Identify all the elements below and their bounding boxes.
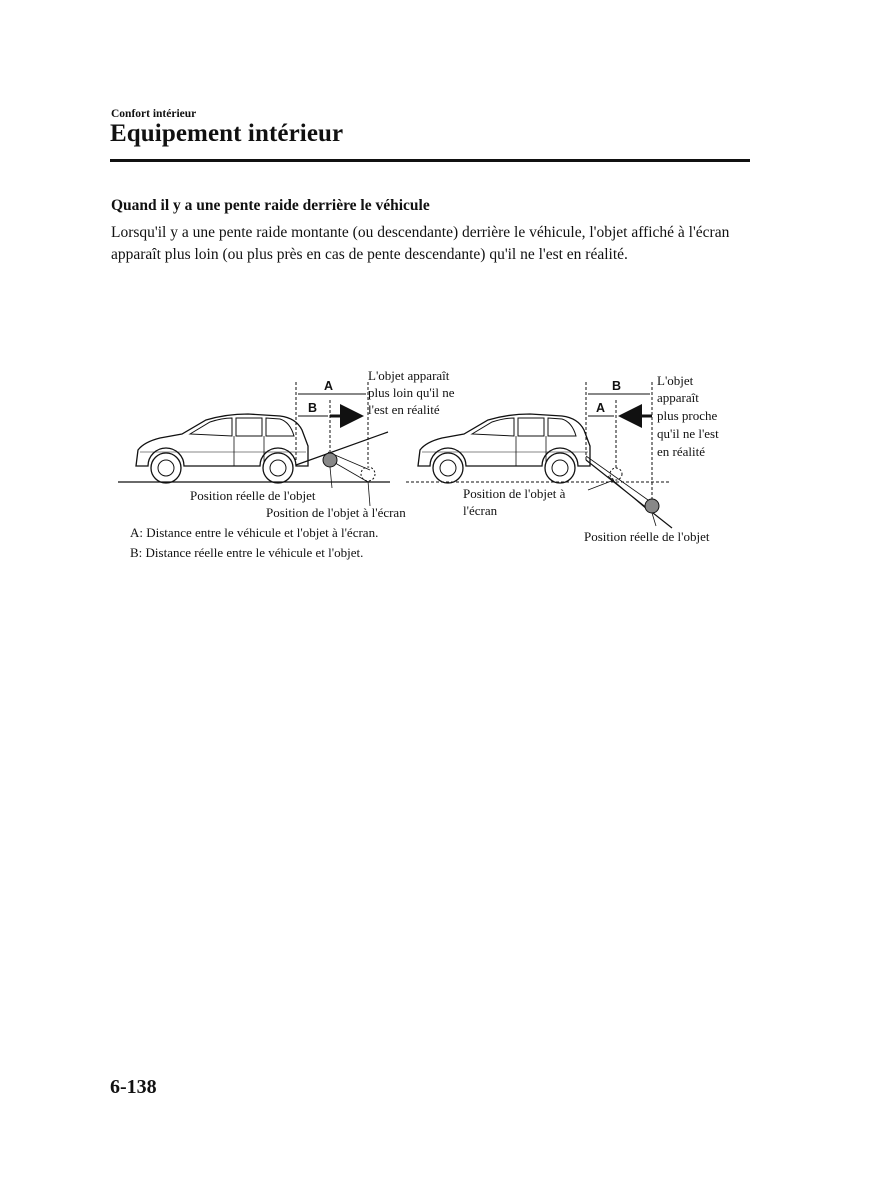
label-a: A [324,379,334,393]
page-title: Equipement intérieur [110,120,344,147]
section-subheading: Quand il y a une pente raide derrière le véhicule [111,197,430,214]
label-b: B [612,379,622,393]
left-screen-position-label: Position de l'objet à l'écran [266,505,406,520]
label-b: B [308,401,318,415]
page-number: 6-138 [110,1076,157,1098]
right-screen-position-label: Position de l'objet à l'écran [463,486,566,518]
real-object-marker [323,453,337,467]
right-callout: L'objet apparaît plus proche qu'il ne l'est en réalité [657,373,719,459]
vehicle-right [418,414,590,483]
sight-line [586,456,648,500]
sight-line [608,476,650,512]
legend-b: B: Distance réelle entre le véhicule et l'objet. [130,545,364,560]
leader-line [368,481,370,506]
leader-line [330,467,332,488]
slope-line [296,432,388,465]
body-paragraph: Lorsqu'il y a une pente raide montante (ou descendante) derrière le véhicule, l'objet affiché à l'écran apparaît plus loin (ou plus près en cas de pente descendante) qu'il ne l'est en réalité. [111,224,730,263]
real-object-marker [645,499,659,513]
label-a: A [596,401,606,415]
slope-diagram [118,360,758,570]
legend-a: A: Distance entre le véhicule et l'objet à l'écran. [130,525,379,540]
section-label: Confort intérieur [111,108,197,120]
left-real-position-label: Position réelle de l'objet [190,488,316,503]
left-illustration [118,368,458,560]
left-callout: L'objet apparaît plus loin qu'il ne l'est en réalité [368,368,455,417]
title-divider [110,159,750,162]
right-real-position-label: Position réelle de l'objet [584,529,710,544]
vehicle-left [136,414,308,483]
